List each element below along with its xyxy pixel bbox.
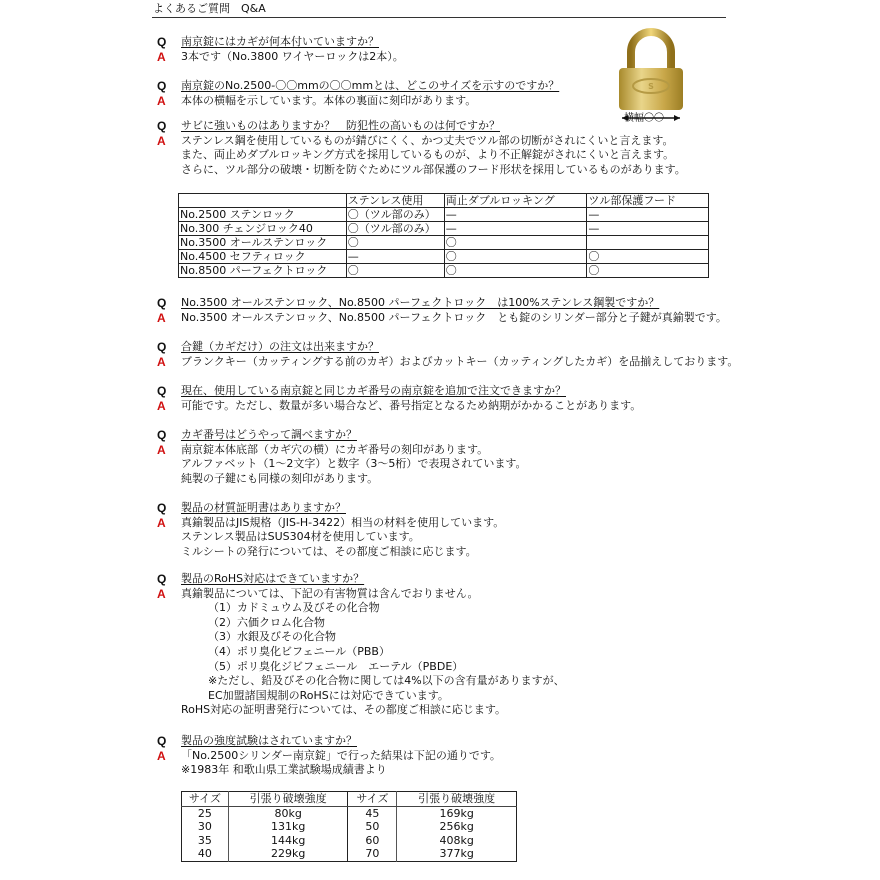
answer: ブランクキー（カッティングする前のカギ）およびカットキー（カッティングしたカギ）を品揃えしております。 bbox=[181, 354, 739, 368]
substance-item: （3）水銀及びその化合物 bbox=[208, 630, 336, 644]
page-title: よくあるご質問 Q&A bbox=[153, 2, 266, 15]
table-cell: 〇 bbox=[444, 236, 587, 250]
question: 製品の材質証明書はありますか？ bbox=[181, 501, 346, 514]
substance-item: （1）カドミュウム及びその化合物 bbox=[208, 601, 380, 615]
table-row bbox=[179, 222, 709, 236]
table-cell: 〇 bbox=[346, 264, 444, 278]
question: No.3500 オールステンロック、No.8500 パーフェクトロック は100%ステンレス鋼製ですか？ bbox=[181, 296, 660, 309]
answer-line: ミルシートの発行については、その都度ご相談に応じます。 bbox=[181, 544, 477, 558]
answer: 南京錠本体底部（カギ穴の横）にカギ番号の刻印があります。 bbox=[181, 442, 489, 456]
table-row bbox=[179, 264, 709, 278]
header-cell: 引張り破壊強度 bbox=[397, 792, 517, 807]
table-cell: 131kg bbox=[228, 820, 348, 834]
table-cell: 50 bbox=[348, 820, 397, 834]
table-cell: 377kg bbox=[439, 847, 474, 861]
faq-item bbox=[157, 340, 738, 369]
answer-line: また、両止めダブルロッキング方式を採用しているものが、より不正解錠がされにくいと言えます。 bbox=[181, 148, 675, 162]
table-cell: — bbox=[346, 250, 444, 264]
table-row bbox=[182, 847, 517, 861]
q-label: Q bbox=[157, 501, 167, 515]
table-cell: — bbox=[587, 208, 709, 222]
a-label: A bbox=[157, 748, 166, 763]
question: 現在、使用している南京錠と同じカギ番号の南京錠を追加で注文できますか？ bbox=[181, 384, 566, 397]
substance-item: （2）六価クロム化合物 bbox=[208, 615, 325, 629]
q-label: Q bbox=[157, 340, 167, 354]
header-cell: サイズ bbox=[182, 792, 229, 807]
faq-item bbox=[157, 119, 686, 177]
a-label: A bbox=[157, 354, 166, 369]
a-label: A bbox=[157, 133, 166, 148]
padlock-caption: 横幅〇〇 bbox=[624, 113, 664, 124]
table-cell: 〇 bbox=[444, 264, 587, 278]
substance-item: （4）ポリ臭化ビフェニール（PBB） bbox=[208, 644, 390, 658]
table-row bbox=[179, 250, 709, 264]
q-label: Q bbox=[157, 572, 167, 586]
faq-item bbox=[157, 79, 559, 108]
q-label: Q bbox=[157, 79, 167, 93]
header-cell bbox=[179, 194, 347, 208]
faq-item bbox=[157, 572, 565, 718]
a-label: A bbox=[157, 93, 166, 108]
question: カギ番号はどうやって調べますか？ bbox=[181, 428, 357, 441]
table-header-row bbox=[179, 194, 709, 208]
table-cell bbox=[587, 236, 709, 250]
table-cell: 〇（ツル部のみ） bbox=[346, 208, 444, 222]
table-cell: — bbox=[587, 222, 709, 236]
table-cell: 35 bbox=[182, 834, 229, 848]
a-label: A bbox=[157, 515, 166, 530]
answer: No.3500 オールステンロック、No.8500 パーフェクトロック とも錠のシリンダー部分と子鍵が真鍮製です。 bbox=[181, 310, 727, 324]
faq-item bbox=[157, 501, 504, 559]
a-label: A bbox=[157, 586, 166, 601]
table-cell: — bbox=[444, 222, 587, 236]
table-cell: 〇 bbox=[587, 264, 709, 278]
q-label: Q bbox=[157, 35, 167, 49]
a-label: A bbox=[157, 442, 166, 457]
header-cell: 両止ダブルロッキング bbox=[444, 194, 587, 208]
table-row bbox=[182, 820, 517, 834]
table-row bbox=[182, 834, 517, 848]
table-cell: No.300 チェンジロック40 bbox=[179, 222, 347, 236]
a-label: A bbox=[157, 398, 166, 413]
question: 製品のRoHS対応はできていますか？ bbox=[181, 572, 365, 585]
q-label: Q bbox=[157, 296, 167, 310]
table-cell: 〇（ツル部のみ） bbox=[346, 222, 444, 236]
q-label: Q bbox=[157, 428, 167, 442]
a-label: A bbox=[157, 310, 166, 325]
table-row bbox=[182, 806, 517, 820]
faq-item bbox=[157, 734, 501, 778]
header-cell: 引張り破壊強度 bbox=[228, 792, 348, 807]
faq-item bbox=[157, 428, 526, 486]
q-label: Q bbox=[157, 734, 167, 748]
answer-footer: RoHS対応の証明書発行については、その都度ご相談に応じます。 bbox=[181, 703, 507, 717]
header-cell: サイズ bbox=[348, 792, 397, 807]
table-cell: 40 bbox=[182, 847, 229, 861]
faq-item bbox=[157, 35, 404, 64]
table-cell: No.4500 セフティロック bbox=[179, 250, 347, 264]
table-cell: 〇 bbox=[444, 250, 587, 264]
table-cell: 229kg bbox=[228, 847, 348, 861]
note-line: ※ただし、鉛及びその化合物に関しては4%以下の含有量がありますが、 bbox=[208, 674, 565, 688]
table-cell: 80kg bbox=[228, 806, 348, 820]
answer-line: 純製の子鍵にも同様の刻印があります。 bbox=[181, 471, 379, 485]
page-header bbox=[152, 2, 726, 18]
answer: 「No.2500シリンダー南京錠」で行った結果は下記の通りです。 bbox=[181, 748, 501, 762]
strength-table bbox=[181, 791, 517, 862]
answer-line: ※1983年 和歌山県工業試験場成績書より bbox=[181, 763, 387, 777]
q-label: Q bbox=[157, 119, 167, 133]
table-cell: 〇 bbox=[587, 250, 709, 264]
comparison-table bbox=[178, 193, 709, 278]
substance-item: （5）ポリ臭化ジビフェニール エーテル（PBDE） bbox=[208, 659, 464, 673]
table-cell: 408kg bbox=[439, 833, 474, 847]
a-label: A bbox=[157, 49, 166, 64]
header-cell: ステンレス使用 bbox=[346, 194, 444, 208]
table-cell: 144kg bbox=[228, 834, 348, 848]
answer: 本体の横幅を示しています。本体の裏面に刻印があります。 bbox=[181, 93, 477, 107]
header-cell: ツル部保護フード bbox=[587, 194, 709, 208]
table-cell: No.2500 ステンロック bbox=[179, 208, 347, 222]
table-cell: 70 bbox=[348, 847, 397, 861]
table-cell: — bbox=[444, 208, 587, 222]
table-cell: 256kg bbox=[439, 820, 474, 834]
answer-line: アルファベット（1～2文字）と数字（3～5桁）で表現されています。 bbox=[181, 457, 527, 471]
q-label: Q bbox=[157, 384, 167, 398]
question: 南京錠にはカギが何本付いていますか？ bbox=[181, 35, 379, 48]
answer: 可能です。ただし、数量が多い場合など、番号指定となるため納期がかかることがあります。 bbox=[181, 398, 642, 412]
answer: 真鍮製品については、下記の有害物質は含んでおりません。 bbox=[181, 586, 479, 600]
table-cell: 30 bbox=[182, 820, 229, 834]
answer: ステンレス鋼を使用しているものが錆びにくく、かつ丈夫でツル部の切断がされにくいと言えます。 bbox=[181, 133, 674, 147]
question: 合鍵（カギだけ）の注文は出来ますか？ bbox=[181, 340, 379, 353]
table-cell: 〇 bbox=[346, 236, 444, 250]
svg-text:S: S bbox=[648, 82, 654, 91]
table-cell: 25 bbox=[182, 806, 229, 820]
table-cell: 60 bbox=[348, 834, 397, 848]
answer-line: さらに、ツル部分の破壊・切断を防ぐためにツル部保護のフード形状を採用しているものがあります。 bbox=[181, 162, 686, 176]
faq-item bbox=[157, 384, 641, 413]
table-row bbox=[179, 236, 709, 250]
question: サビに強いものはありますか？ 防犯性の高いものは何ですか？ bbox=[181, 119, 500, 132]
faq-item bbox=[157, 296, 727, 325]
table-cell: 45 bbox=[348, 806, 397, 820]
answer: 3本です（No.3800 ワイヤーロックは2本）。 bbox=[181, 49, 404, 63]
answer: 真鍮製品はJIS規格（JIS-H-3422）相当の材料を使用しています。 bbox=[181, 515, 505, 529]
answer-line: ステンレス製品はSUS304材を使用しています。 bbox=[181, 530, 420, 544]
question: 南京錠のNo.2500-〇〇mmの〇〇mmとは、どこのサイズを示すのですか？ bbox=[181, 79, 560, 92]
table-cell: 169kg bbox=[439, 806, 474, 820]
question: 製品の強度試験はされていますか？ bbox=[181, 734, 357, 747]
table-cell: No.3500 オールステンロック bbox=[179, 236, 347, 250]
table-header-row bbox=[182, 792, 517, 807]
table-cell: No.8500 パーフェクトロック bbox=[179, 264, 347, 278]
table-row bbox=[179, 208, 709, 222]
note-line: EC加盟諸国規制のRoHSには対応できています。 bbox=[208, 688, 449, 702]
